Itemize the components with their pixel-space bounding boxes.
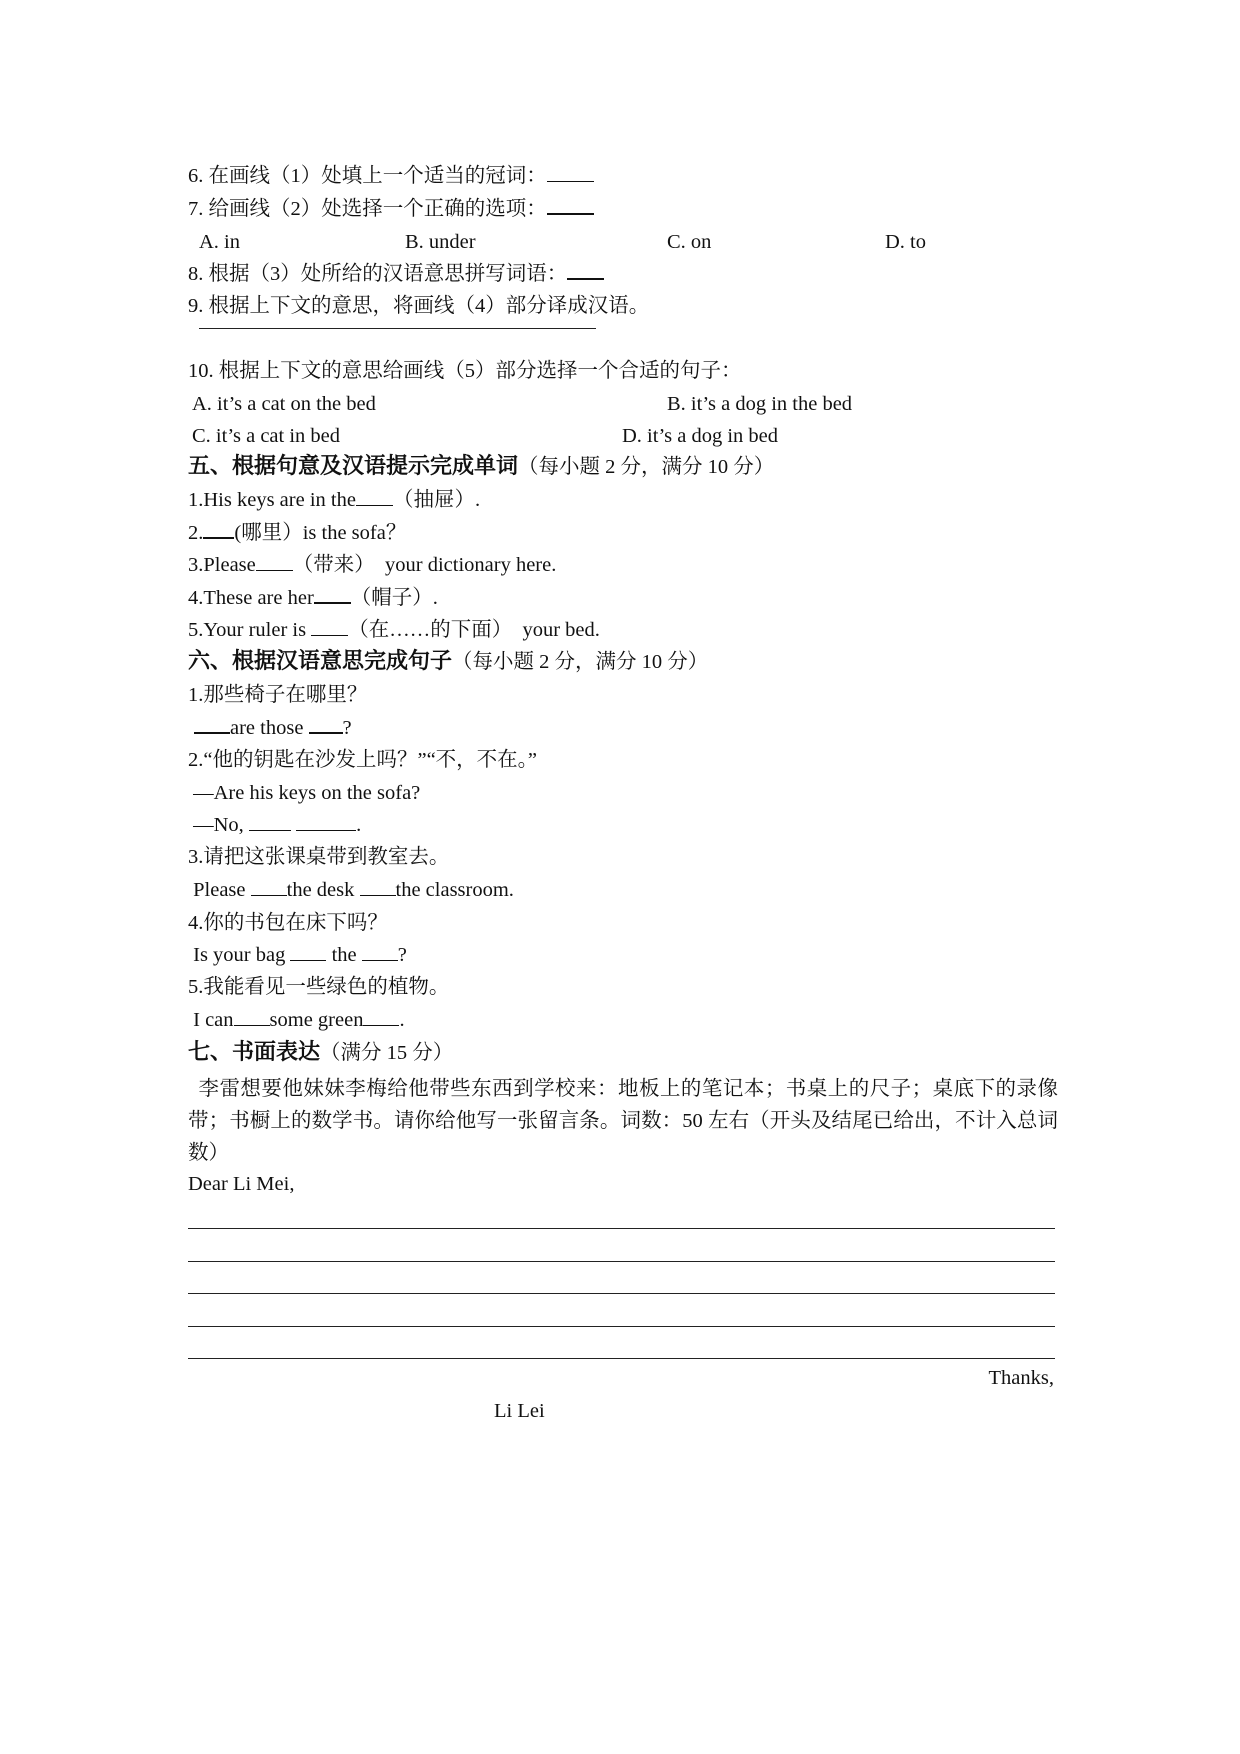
question-10: 10. 根据上下文的意思给画线（5）部分选择一个合适的句子： — [188, 360, 742, 382]
answer-blank[interactable] — [311, 617, 348, 636]
section-5-item — [188, 486, 480, 514]
section-6-q3-prompt: 3.请把这张课桌带到教室去。 — [188, 846, 450, 868]
writing-line[interactable] — [188, 1326, 1055, 1327]
item-hint: （抽屉）. — [392, 489, 481, 511]
answer-blank[interactable] — [234, 1007, 270, 1026]
item-text: 4.These are her — [188, 587, 314, 609]
answer-blank[interactable] — [567, 260, 604, 280]
section-7-heading — [188, 1039, 453, 1067]
section-6-q3-answer — [188, 876, 514, 904]
answer-text: the classroom. — [395, 879, 514, 901]
answer-blank[interactable] — [547, 195, 594, 215]
item-text: 1.His keys are in the — [188, 489, 356, 511]
letter-signature: Li Lei — [494, 1400, 545, 1422]
question-7 — [188, 195, 594, 223]
item-hint: （带来） your dictionary here. — [292, 554, 557, 576]
section-6-score: （每小题 2 分，满分 10 分） — [452, 651, 709, 673]
answer-line[interactable] — [199, 328, 596, 329]
item-hint: （在……的下面） your bed. — [348, 619, 600, 641]
answer-blank[interactable] — [314, 584, 351, 604]
answer-blank[interactable] — [249, 812, 291, 831]
section-5-title: 五、根据句意及汉语提示完成单词 — [188, 454, 519, 479]
section-5-item — [188, 616, 600, 644]
answer-blank[interactable] — [296, 812, 356, 831]
option-c: C. on — [667, 231, 712, 253]
answer-text: Please — [188, 879, 251, 901]
section-5-item — [188, 551, 556, 579]
section-6-q5-answer — [188, 1006, 405, 1034]
section-6-q4-prompt: 4.你的书包在床下吗？ — [188, 912, 388, 934]
answer-text: . — [356, 814, 362, 836]
answer-blank[interactable] — [360, 877, 396, 896]
writing-line[interactable] — [188, 1358, 1055, 1359]
item-text: 5.Your ruler is — [188, 619, 312, 641]
answer-blank[interactable] — [356, 487, 393, 506]
writing-prompt-text: 李雷想要他妹妹李梅给他带些东西到学校来：地板上的笔记本；书桌上的尺子；桌底下的录像带；书橱上的数学书。请你给他写一张留言条。词数：50 左右（开头及结尾已给出，不计入总词数） — [188, 1078, 1058, 1164]
answer-blank[interactable] — [363, 1007, 399, 1026]
question-6-text: 6. 在画线（1）处填上一个适当的冠词： — [188, 165, 547, 187]
question-8-text: 8. 根据（3）处所给的汉语意思拼写词语： — [188, 263, 568, 285]
section-6-q1-prompt: 1.那些椅子在哪里？ — [188, 684, 368, 706]
section-7-title: 七、书面表达 — [188, 1040, 321, 1065]
answer-blank[interactable] — [203, 519, 234, 539]
section-5-item — [188, 519, 406, 547]
writing-line[interactable] — [188, 1228, 1055, 1229]
answer-blank[interactable] — [256, 552, 293, 571]
answer-blank[interactable] — [309, 714, 343, 734]
section-5-item — [188, 584, 438, 612]
item-text: 2. — [188, 522, 204, 544]
answer-blank[interactable] — [251, 877, 287, 896]
question-8 — [188, 260, 604, 288]
option-a: A. it’s a cat on the bed — [192, 393, 376, 415]
option-d: D. it’s a dog in bed — [622, 425, 779, 447]
section-5-heading — [188, 453, 774, 481]
option-c: C. it’s a cat in bed — [192, 425, 341, 447]
answer-text: ? — [397, 944, 407, 966]
section-6-heading — [188, 648, 708, 676]
option-b: B. it’s a dog in the bed — [667, 393, 853, 415]
option-a: A. in — [199, 231, 240, 253]
writing-line[interactable] — [188, 1261, 1055, 1262]
question-7-text: 7. 给画线（2）处选择一个正确的选项： — [188, 198, 547, 220]
section-6-title: 六、根据汉语意思完成句子 — [188, 649, 453, 674]
answer-text: —No, — [188, 814, 249, 836]
option-b: B. under — [405, 231, 476, 253]
answer-blank[interactable] — [547, 163, 594, 182]
letter-closing: Thanks, — [988, 1367, 1054, 1389]
item-text: 3.Please — [188, 554, 256, 576]
answer-blank[interactable] — [290, 942, 326, 961]
section-6-q1-answer — [194, 714, 352, 742]
question-6 — [188, 162, 594, 190]
section-7-score: （满分 15 分） — [320, 1042, 454, 1064]
answer-text: . — [399, 1009, 405, 1031]
answer-text: the desk — [286, 879, 360, 901]
answer-text: some green — [269, 1009, 364, 1031]
option-d: D. to — [885, 231, 926, 253]
section-6-q2-line2 — [188, 811, 361, 839]
section-5-score: （每小题 2 分，满分 10 分） — [518, 456, 775, 478]
answer-text: Is your bag — [188, 944, 291, 966]
answer-text: are those — [230, 717, 309, 739]
letter-greeting: Dear Li Mei, — [188, 1173, 295, 1195]
item-hint: (哪里）is the sofa？ — [234, 522, 407, 544]
item-hint: （帽子）. — [350, 587, 438, 609]
question-9: 9. 根据上下文的意思，将画线（4）部分译成汉语。 — [188, 295, 650, 317]
section-6-q4-answer — [188, 941, 407, 969]
answer-text: the — [326, 944, 362, 966]
writing-prompt — [188, 1073, 1058, 1169]
section-6-q2-line1: —Are his keys on the sofa? — [188, 782, 421, 804]
answer-blank[interactable] — [194, 714, 230, 734]
answer-blank[interactable] — [362, 942, 398, 961]
writing-line[interactable] — [188, 1293, 1055, 1294]
answer-text: I can — [188, 1009, 234, 1031]
section-6-q5-prompt: 5.我能看见一些绿色的植物。 — [188, 976, 450, 998]
answer-text: ? — [342, 717, 352, 739]
section-6-q2-prompt: 2.“他的钥匙在沙发上吗？”“不，不在。” — [188, 749, 538, 771]
